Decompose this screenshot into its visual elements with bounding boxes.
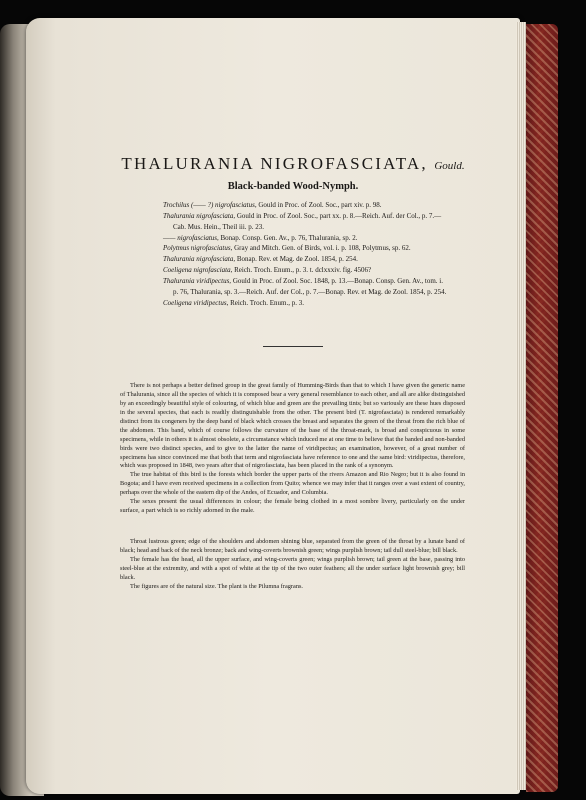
section-divider: [263, 346, 323, 347]
description-paragraph: The female has the head, all the upper surface, and wing-coverts green; wings purplish brown; tail green at the base, passing into steel-blue at the extremity, and with a spot of white at the tip of the two outer feathers; all the under surface light brownish grey; bill black.: [120, 555, 465, 581]
body-text: [120, 382, 465, 516]
page-edges: [516, 22, 526, 790]
body-paragraph: The true habitat of this bird is the forests which border the upper parts of the rivers Amazon and Rio Negro; but it is also found in Bogota; and I have even received specimens in a collection from Quito; whence we may infer that it ranges over a vast extent of country, perhaps over the whole of the eastern dip of the Andes, of Ecuador, and Columbia.: [120, 471, 465, 497]
body-paragraph: There is not perhaps a better defined group in the great family of Humming-Birds than that to which I have given the generic name of Thalurania, since all the species of which it is composed bear a very general resemblance to each other, and all are alike distinguished by an exceedingly beautiful style of colouring, of which blue and green are the prevailing tints; but so variously are these hues disposed in the several species, that each is readily distinguishable from the other. The present bird (T. nigrofasciata) is rendered remarkably distinct from its congeners by the deep band of black which crosses the breast and separates the green of the throat from the rich blue of the abdomen. This band, which of course follows the curvature of the base of the throat-mark, is broad and conspicuous in some specimens, while in others it is almost obsolete, a circumstance which induced me at one time to believe that the banded and non-banded birds were two distinct species, and to give to the latter the name of viridipectus; an examination, however, of a great number of specimens has since convinced me that both that term and nigrofasciata have reference to one and the same bird: viridipectus, therefore, which was proposed in 1848, two years after that of nigrofasciata, has been placed in the rank of a synonym.: [120, 382, 465, 470]
plumage-description: [120, 538, 465, 592]
common-name: Black-banded Wood-Nymph.: [227, 181, 359, 192]
synonym-entry: —— nigrofasciatus, Bonap. Consp. Gen. Av., p. 76, Thalurania, sp. 2.: [163, 233, 358, 242]
marbled-cover-edge: [526, 24, 558, 792]
title-text: THALURANIA NIGROFASCIATA,: [121, 154, 428, 173]
species-title: [0, 154, 586, 174]
synonym-entry: Trochilus (—— ?) nigrofasciatus, Gould in Proc. of Zool. Soc., part xiv. p. 98.: [163, 201, 382, 209]
synonym-entry: Coeligena nigrofasciata, Reich. Troch. Enum., p. 3. t. dclxxxiv. fig. 4506?: [163, 266, 372, 275]
synonym-entry: Thalurania viridipectus, Gould in Proc. of Zool. Soc. 1848, p. 13.—Bonap. Consp. Gen. Av., tom. i. p. 76, Thalurania, sp. 3.—Reich. Auf. der Col., p. 7.—Bonap. Rev. et Mag. de Zool. 1854, p. 254.: [163, 276, 447, 296]
description-paragraph: Throat lustrous green; edge of the shoulders and abdomen shining blue, separated from the green of the throat by a lunate band of black; head and back of the neck bronze; back and wing-coverts brownish green; wings purplish brown; tail dull steel-blue; bill black.: [120, 538, 465, 554]
body-paragraph: The sexes present the usual differences in colour; the female being clothed in a most sombre livery, particularly on the under surface, a part which is so richly adorned in the male.: [120, 498, 465, 515]
synonymy-list: [163, 200, 448, 308]
synonym-entry: Thalurania nigrofasciata, Bonap. Rev. et Mag. de Zool. 1854, p. 254.: [163, 255, 358, 264]
synonym-entry: Thalurania nigrofasciata, Gould in Proc. of Zool. Soc., part xx. p. 8.—Reich. Auf. der Col., p. 7.—Cab. Mus. Hein., Theil iii. p. 23.: [163, 211, 442, 231]
synonym-entry: Coeligena viridipectus, Reich. Troch. Enum., p. 3.: [163, 298, 304, 307]
title-author: Gould.: [434, 160, 465, 172]
synonym-entry: Polytmus nigrofasciatus, Gray and Mitch. Gen. of Birds, vol. i. p. 108, Polytmus, sp. 62.: [163, 244, 411, 253]
description-paragraph: The figures are of the natural size. The plant is the Pilumna fragrans.: [130, 582, 303, 590]
